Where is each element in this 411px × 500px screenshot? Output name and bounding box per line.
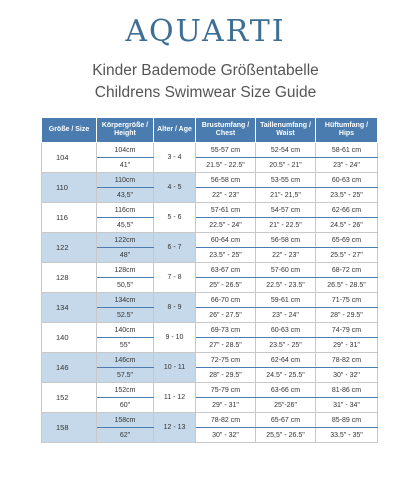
hips-in-cell: 23" - 24" <box>316 158 378 173</box>
subtitle-english: Childrens Swimwear Size Guide <box>94 84 317 101</box>
waist-cm-cell: 57-60 cm <box>256 263 316 278</box>
waist-in-cell: 24.5" - 25.5" <box>256 368 316 383</box>
chest-in-cell: 22" - 23" <box>196 188 256 203</box>
waist-in-cell: 23" - 24" <box>256 308 316 323</box>
waist-in-cell: 21" - 22.5" <box>256 218 316 233</box>
brand-logo: AQUARTI <box>125 14 286 49</box>
waist-in-cell: 23.5" - 25" <box>256 338 316 353</box>
table-row <box>42 203 378 218</box>
waist-cm-cell: 52-54 cm <box>256 143 316 158</box>
waist-cm-cell: 65-67 cm <box>256 413 316 428</box>
age-cell: 6 - 7 <box>154 233 196 263</box>
table-row <box>42 263 378 278</box>
hips-in-cell: 23.5" - 25" <box>316 188 378 203</box>
size-cell: 128 <box>42 263 97 293</box>
size-cell: 110 <box>42 173 97 203</box>
age-cell: 5 - 6 <box>154 203 196 233</box>
header-height: Körpergröße / Height <box>97 118 154 143</box>
height-cm-cell: 104cm <box>97 143 154 158</box>
hips-cm-cell: 78-82 cm <box>316 353 378 368</box>
header-hips: Hüftumfang / Hips <box>316 118 378 143</box>
height-cm-cell: 110cm <box>97 173 154 188</box>
table-body <box>42 143 378 443</box>
height-in-cell: 60" <box>97 398 154 413</box>
height-in-cell: 55" <box>97 338 154 353</box>
hips-in-cell: 25.5" - 27" <box>316 248 378 263</box>
age-cell: 11 - 12 <box>154 383 196 413</box>
waist-cm-cell: 56-58 cm <box>256 233 316 248</box>
chest-cm-cell: 60-64 cm <box>196 233 256 248</box>
age-cell: 10 - 11 <box>154 353 196 383</box>
table-header-row <box>42 118 378 143</box>
waist-in-cell: 22.5" - 23.5" <box>256 278 316 293</box>
size-cell: 122 <box>42 233 97 263</box>
size-cell: 116 <box>42 203 97 233</box>
height-cm-cell: 158cm <box>97 413 154 428</box>
hips-in-cell: 33.5" - 35" <box>316 428 378 443</box>
waist-cm-cell: 53-55 cm <box>256 173 316 188</box>
header-chest: Brustumfang / Chest <box>196 118 256 143</box>
header-age: Alter / Age <box>154 118 196 143</box>
chest-cm-cell: 57-61 cm <box>196 203 256 218</box>
hips-cm-cell: 65-69 cm <box>316 233 378 248</box>
chest-cm-cell: 69-73 cm <box>196 323 256 338</box>
height-cm-cell: 152cm <box>97 383 154 398</box>
hips-in-cell: 26.5" - 28.5" <box>316 278 378 293</box>
waist-in-cell: 25"-26" <box>256 398 316 413</box>
height-in-cell: 52.5" <box>97 308 154 323</box>
subtitle-german: Kinder Bademode Größentabelle <box>92 62 319 79</box>
table-row <box>42 293 378 308</box>
height-in-cell: 50,5" <box>97 278 154 293</box>
table-row <box>42 413 378 428</box>
height-in-cell: 48" <box>97 248 154 263</box>
hips-cm-cell: 60-63 cm <box>316 173 378 188</box>
size-cell: 146 <box>42 353 97 383</box>
chest-cm-cell: 56-58 cm <box>196 173 256 188</box>
header-size: Größe / Size <box>42 118 97 143</box>
chest-cm-cell: 75-79 cm <box>196 383 256 398</box>
size-cell: 104 <box>42 143 97 173</box>
height-cm-cell: 128cm <box>97 263 154 278</box>
height-cm-cell: 140cm <box>97 323 154 338</box>
chest-cm-cell: 63-67 cm <box>196 263 256 278</box>
waist-cm-cell: 54-57 cm <box>256 203 316 218</box>
chest-in-cell: 23.5" - 25" <box>196 248 256 263</box>
height-in-cell: 57.5" <box>97 368 154 383</box>
size-cell: 134 <box>42 293 97 323</box>
size-table <box>41 117 378 443</box>
waist-in-cell: 25,5" - 26.5" <box>256 428 316 443</box>
table-row <box>42 383 378 398</box>
table-row <box>42 323 378 338</box>
chest-in-cell: 28" - 29.5" <box>196 368 256 383</box>
waist-cm-cell: 59-61 cm <box>256 293 316 308</box>
table-row <box>42 143 378 158</box>
size-cell: 158 <box>42 413 97 443</box>
age-cell: 12 - 13 <box>154 413 196 443</box>
hips-in-cell: 28" - 29.5" <box>316 308 378 323</box>
height-in-cell: 41" <box>97 158 154 173</box>
height-cm-cell: 134cm <box>97 293 154 308</box>
chest-cm-cell: 78-82 cm <box>196 413 256 428</box>
size-cell: 152 <box>42 383 97 413</box>
waist-cm-cell: 62-64 cm <box>256 353 316 368</box>
chest-cm-cell: 72-75 cm <box>196 353 256 368</box>
age-cell: 7 - 8 <box>154 263 196 293</box>
age-cell: 9 - 10 <box>154 323 196 353</box>
chest-cm-cell: 66-70 cm <box>196 293 256 308</box>
waist-cm-cell: 60-63 cm <box>256 323 316 338</box>
height-cm-cell: 146cm <box>97 353 154 368</box>
hips-cm-cell: 85-89 cm <box>316 413 378 428</box>
height-cm-cell: 116cm <box>97 203 154 218</box>
waist-in-cell: 21"- 21,5" <box>256 188 316 203</box>
table-row <box>42 353 378 368</box>
hips-in-cell: 31" - 34" <box>316 398 378 413</box>
hips-cm-cell: 58-61 cm <box>316 143 378 158</box>
chest-cm-cell: 55-57 cm <box>196 143 256 158</box>
chest-in-cell: 25" - 26.5" <box>196 278 256 293</box>
hips-cm-cell: 81-86 cm <box>316 383 378 398</box>
chest-in-cell: 27" - 28.5" <box>196 338 256 353</box>
chest-in-cell: 30" - 32" <box>196 428 256 443</box>
size-cell: 140 <box>42 323 97 353</box>
waist-in-cell: 20.5" - 21" <box>256 158 316 173</box>
table-row <box>42 233 378 248</box>
age-cell: 3 - 4 <box>154 143 196 173</box>
chest-in-cell: 22.5" - 24" <box>196 218 256 233</box>
age-cell: 4 - 5 <box>154 173 196 203</box>
chest-in-cell: 29" - 31" <box>196 398 256 413</box>
header-waist: Taillenumfang / Waist <box>256 118 316 143</box>
chest-in-cell: 21.5" - 22.5" <box>196 158 256 173</box>
waist-cm-cell: 63-66 cm <box>256 383 316 398</box>
hips-cm-cell: 71-75 cm <box>316 293 378 308</box>
hips-cm-cell: 68-72 cm <box>316 263 378 278</box>
hips-in-cell: 29" - 31" <box>316 338 378 353</box>
hips-cm-cell: 74-79 cm <box>316 323 378 338</box>
waist-in-cell: 22" - 23" <box>256 248 316 263</box>
height-in-cell: 45,5" <box>97 218 154 233</box>
height-in-cell: 62" <box>97 428 154 443</box>
table-row <box>42 173 378 188</box>
height-cm-cell: 122cm <box>97 233 154 248</box>
height-in-cell: 43,5" <box>97 188 154 203</box>
chest-in-cell: 26" - 27.5" <box>196 308 256 323</box>
age-cell: 8 - 9 <box>154 293 196 323</box>
hips-in-cell: 24.5" - 26" <box>316 218 378 233</box>
hips-in-cell: 30" - 32" <box>316 368 378 383</box>
hips-cm-cell: 62-66 cm <box>316 203 378 218</box>
